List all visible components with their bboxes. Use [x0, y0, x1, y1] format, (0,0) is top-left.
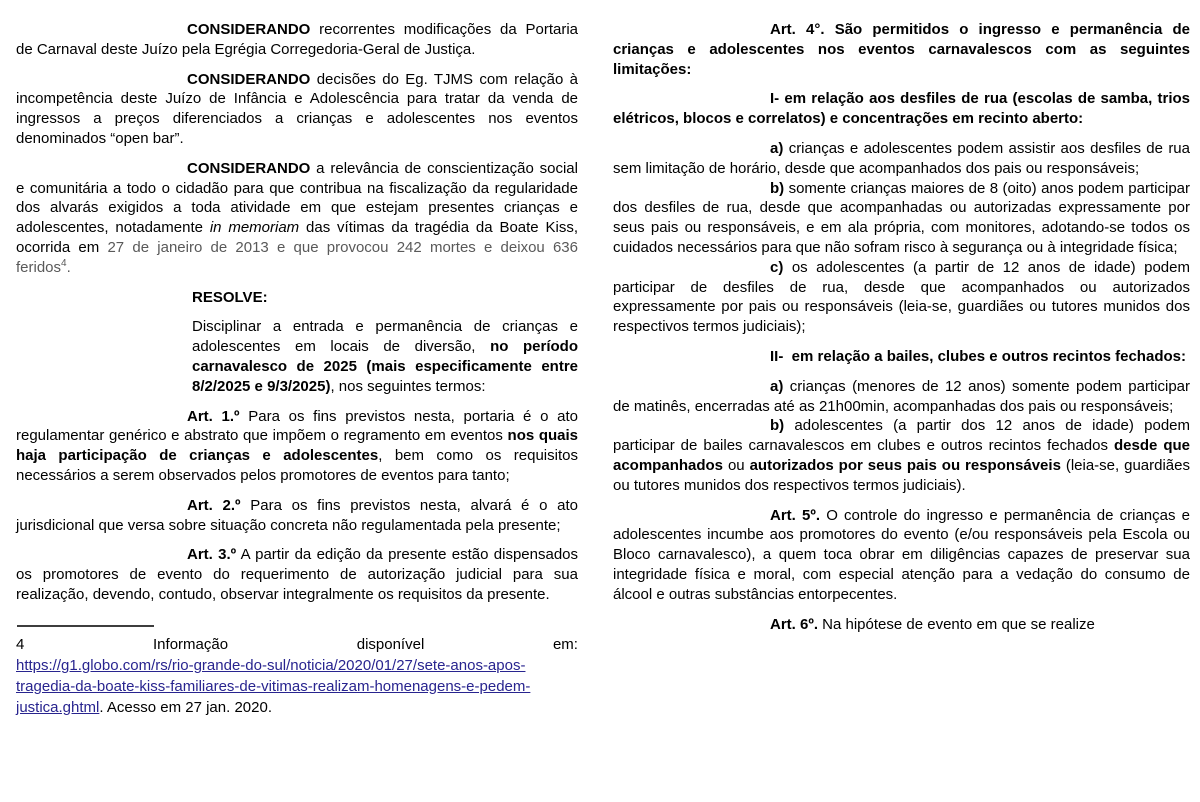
footnote-first-line — [16, 634, 578, 655]
text-run: a relevância de conscientização social e comunitária a todo o cidadão para que contribua na fiscalização da regularidade dos alvarás exigidos a toda atividade em que estejam presentes crianças e adolescentes, notadamente — [16, 159, 578, 237]
text-run: CONSIDERANDO — [187, 70, 311, 88]
footnote-word: Informação — [153, 635, 229, 653]
text-run: Art. 1.º — [187, 407, 240, 425]
text-run: os adolescentes (a partir de 12 anos de idade) podem participar de desfiles de rua, desde que acompanhados ou autorizados expressamente por pais ou responsáveis (leia-se, guardiães ou tutores munidos dos respectivos termos judiciais); — [613, 258, 1190, 336]
text-run: nos quais haja participação de crianças e adolescentes — [16, 427, 579, 465]
text-run: (leia-se, guardiães ou tutores munidos dos respectivos termos judiciais). — [613, 456, 1190, 494]
text-run: 27 de janeiro de 2013 e que provocou 242 mortes e deixou 636 feridos — [16, 238, 578, 276]
right-column — [613, 20, 1190, 644]
text-run: b) — [770, 417, 785, 435]
text-run: Art. 2.º — [187, 496, 241, 514]
text-run: a) — [770, 139, 784, 157]
text-run: Art. 6º. — [770, 615, 818, 633]
text-run: decisões do Eg. TJMS com relação à incompetência deste Juízo de Infância e Adolescência para tratar da venda de ingressos a preços diferenciados a crianças e adolescentes nos eventos denominados “open bar”. — [16, 70, 578, 147]
paragraph — [16, 20, 578, 60]
paragraph — [613, 377, 1190, 417]
text-run: I- em relação aos desfiles de rua (escolas de samba, trios elétricos, blocos e correlatos) e concentrações em recinto aberto: — [613, 90, 1190, 128]
text-run: Disciplinar a entrada e permanência de crianças e adolescentes em locais de diversão, — [192, 318, 578, 356]
text-run: , nos seguintes termos: — [330, 377, 486, 395]
paragraph — [192, 288, 578, 308]
text-run: O controle do ingresso e permanência de crianças e adolescentes incumbe aos promotores do evento (e/ou responsáveis pela Escola ou Bloco carnavalesco), a quem toca obrar em diligências capazes de preservar sua integridade física e moral, com especial atenção para a vedação do consumo de álcool e outras substâncias entorpecentes. — [613, 506, 1190, 603]
footnote-number: 4 — [16, 635, 25, 653]
text-run: recorrentes modificações da Portaria de Carnaval deste Juízo pela Egrégia Corregedoria-Geral de Justiça. — [16, 21, 578, 58]
text-run: A partir da edição da presente estão dispensados os promotores de evento do requerimento de autorização judicial para sua realização, devendo, contudo, observar integralmente os requisitos da presente. — [16, 546, 578, 603]
footnote-word: em: — [552, 635, 578, 653]
text-run: CONSIDERANDO — [187, 21, 311, 38]
footnote-word: disponível — [356, 635, 425, 653]
text-run: crianças (menores de 12 anos) somente podem participar de matinês, encerradas até as 21h00min, acompanhadas dos pais ou responsáveis; — [613, 377, 1190, 415]
paragraph — [613, 506, 1190, 605]
text-run: . — [66, 258, 71, 276]
paragraph — [16, 496, 578, 536]
text-run: Art. 4°. São permitidos o ingresso e permanência de crianças e adolescentes nos eventos carnavalescos com as seguintes limitações: — [613, 21, 1190, 78]
text-run: a) — [770, 377, 784, 395]
text-run: 4 — [61, 257, 67, 269]
text-run: Para os fins previstos nesta, portaria é o ato regulamentar genérico e abstrato que impõem o regramento em eventos — [16, 407, 578, 445]
left-column — [16, 20, 578, 728]
text-run: b) — [770, 179, 785, 197]
text-run: Art. 5º. — [770, 506, 821, 524]
paragraph — [613, 179, 1190, 258]
text-run: CONSIDERANDO — [187, 159, 311, 177]
text-run: , bem como os requisitos necessários a serem observados pelos promotores de eventos para tanto; — [16, 447, 578, 484]
paragraph — [613, 416, 1190, 495]
text-run: II- em relação a bailes, clubes e outros recintos fechados: — [770, 347, 1186, 365]
text-run: c) — [770, 258, 784, 276]
text-run: desde que acompanhados — [613, 437, 1190, 474]
paragraph — [16, 407, 578, 486]
text-run: Art. 3.º — [187, 546, 237, 564]
footnote-separator-rule — [17, 625, 154, 627]
paragraph — [613, 258, 1190, 337]
text-run: ou — [723, 456, 750, 474]
text-run: autorizados por seus pais ou responsáveis — [749, 456, 1061, 474]
text-run: Na hipótese de evento em que se realize — [818, 615, 1095, 633]
text-run: no período carnavalesco de 2025 (mais especificamente entre 8/2/2025 e 9/3/2025) — [192, 338, 578, 395]
paragraph — [192, 317, 578, 396]
footnote-link[interactable]: https://g1.globo.com/rs/rio-grande-do-sul/noticia/2020/01/27/sete-anos-apos-tragedia-da-boate-kiss-familiares-de-vitimas-realizam-homenagens-e-pedem-justica.ghtml — [16, 656, 531, 716]
text-run: crianças e adolescentes podem assistir aos desfiles de rua sem limitação de horário, desde que acompanhados dos pais ou responsáveis; — [613, 139, 1190, 177]
paragraph — [16, 70, 578, 149]
footnote-area — [16, 625, 578, 718]
text-run: . Acesso em 27 jan. 2020. — [99, 698, 272, 716]
paragraph — [613, 347, 1190, 367]
text-run: somente crianças maiores de 8 (oito) anos podem participar dos desfiles de rua, desde que acompanhadas ou autorizadas expressamente por seus pais ou responsáveis, e em ala própria, com monitores, adotando-se todos os cuidados necessários para que não sofram risco à segurança ou à integridade física; — [613, 179, 1190, 256]
text-run: RESOLVE: — [192, 288, 268, 306]
text-run: das vítimas da tragédia da Boate Kiss, ocorrida em — [16, 219, 578, 256]
text-run: adolescentes (a partir dos 12 anos de idade) podem participar de bailes carnavalescos em clubes e outros recintos fechados — [613, 417, 1190, 455]
paragraph — [16, 159, 578, 278]
paragraph — [16, 545, 578, 604]
footnote-body — [16, 655, 578, 718]
paragraph — [613, 89, 1190, 129]
paragraph — [613, 139, 1190, 179]
paragraph — [613, 615, 1190, 635]
text-run: in memoriam — [209, 219, 300, 237]
paragraph — [613, 20, 1190, 79]
text-run: Para os fins previstos nesta, alvará é o ato jurisdicional que versa sobre situação concreta não regulamentada pela presente; — [16, 496, 578, 534]
